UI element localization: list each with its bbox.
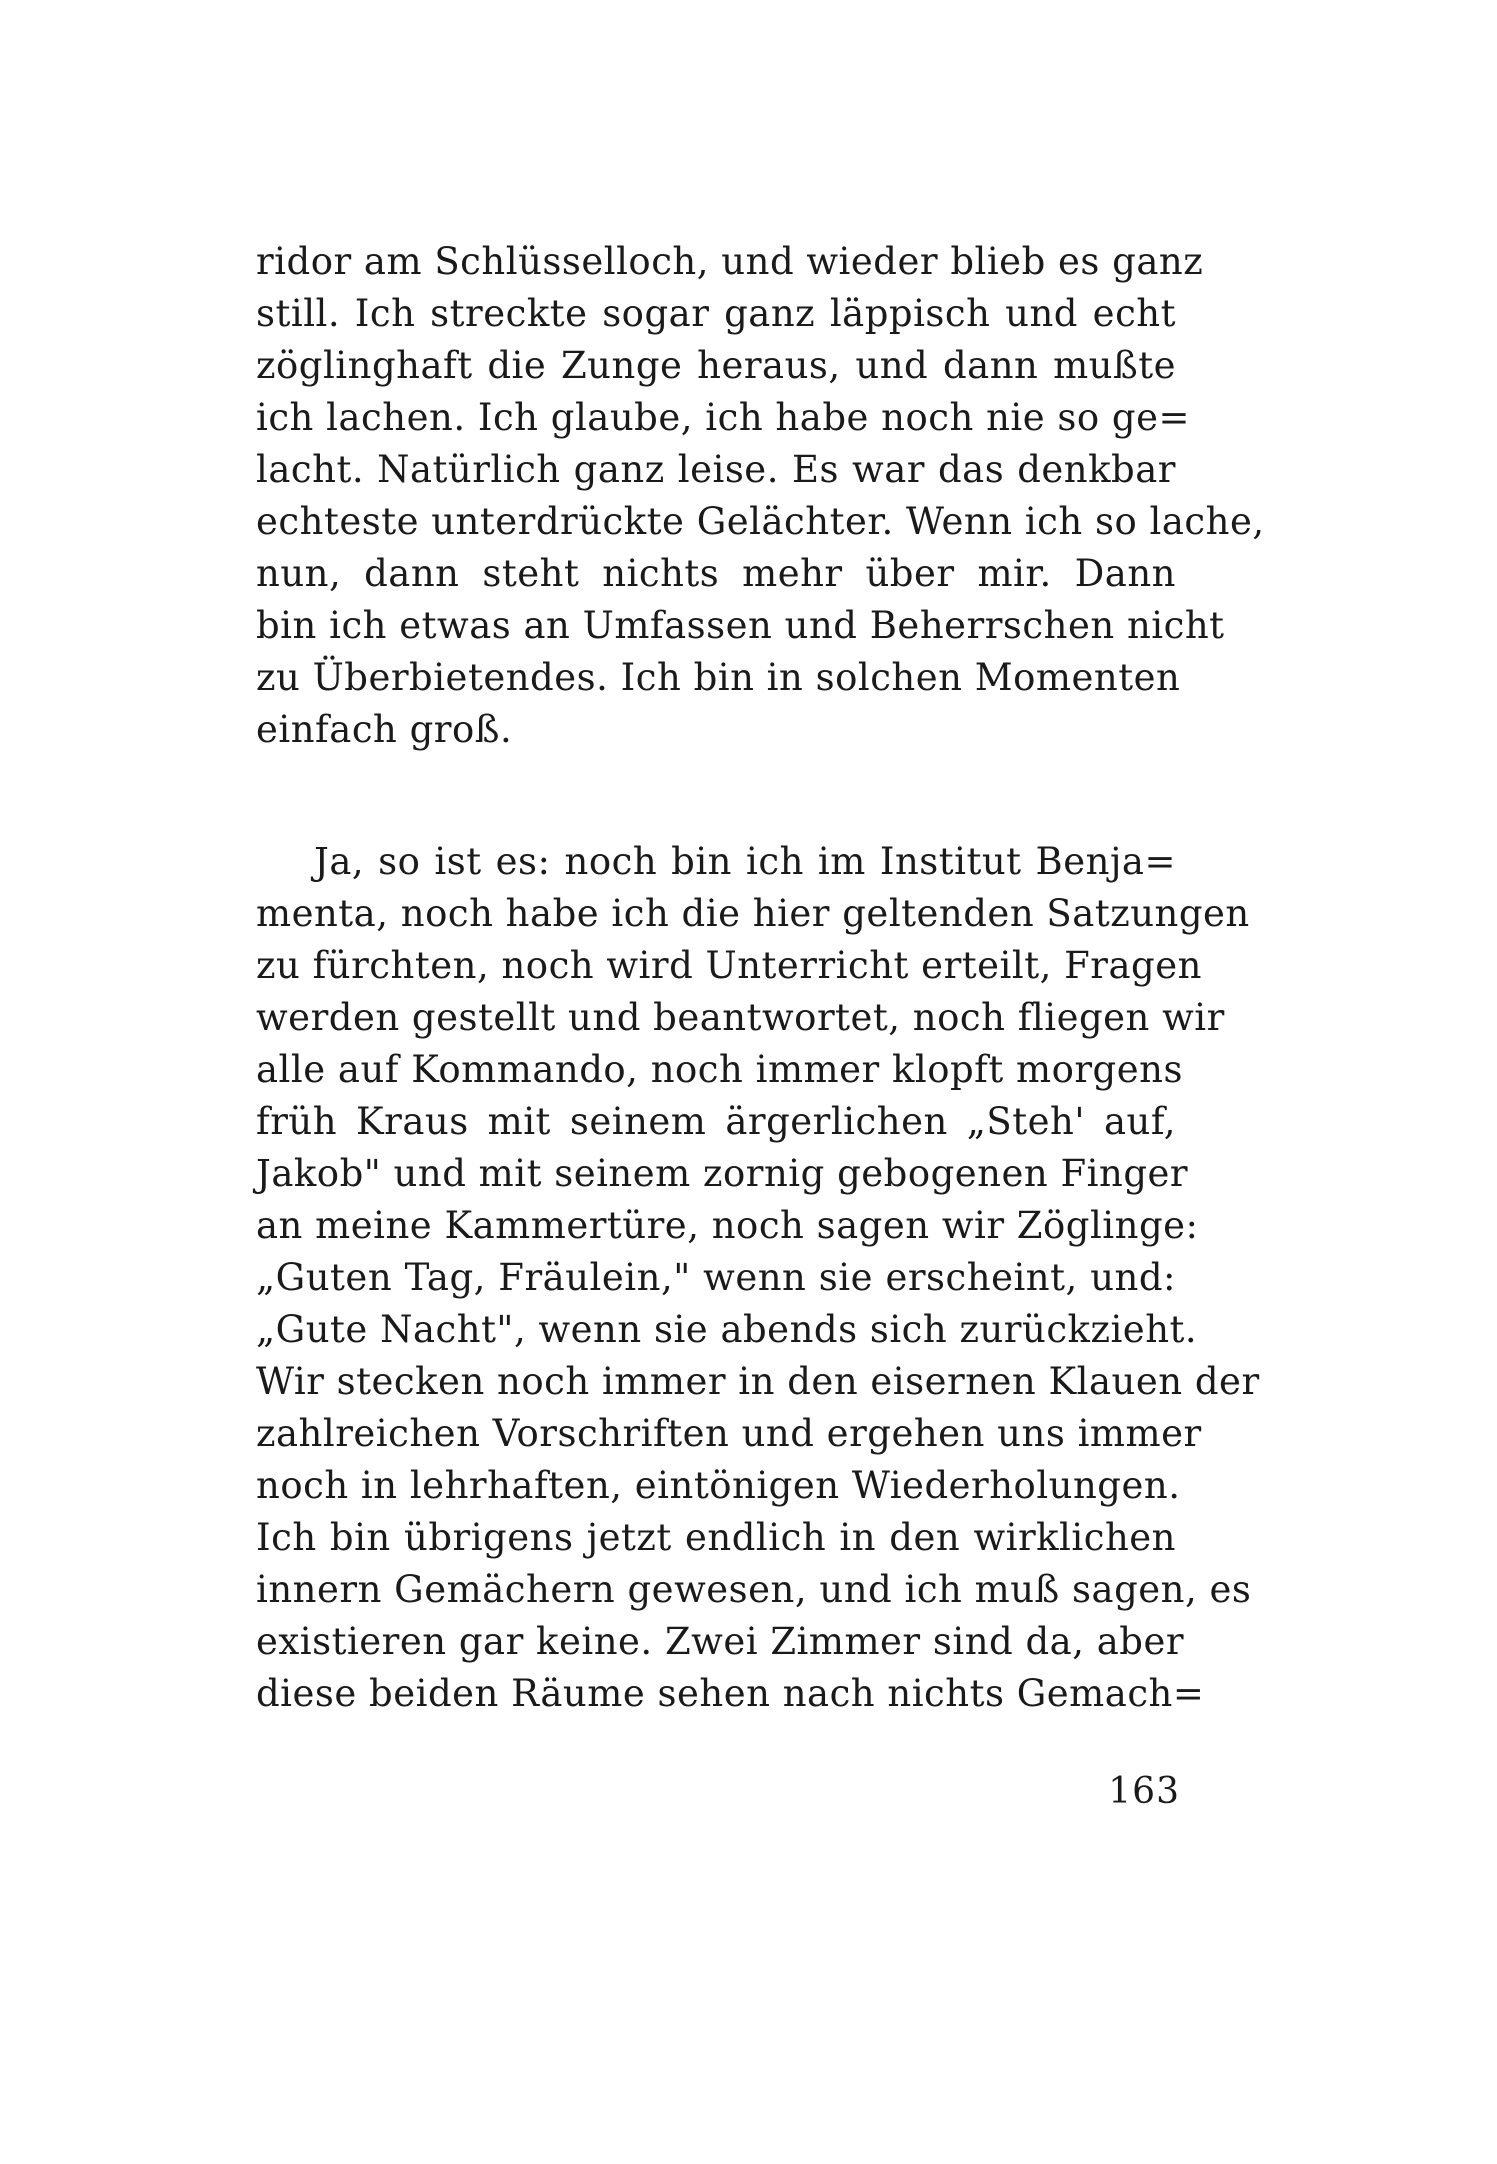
text-line: zu fürchten, noch wird Unterricht erteilt, Fragen <box>256 944 1202 987</box>
page-number: 163 <box>1108 1771 1180 1812</box>
text-line: innern Gemächern gewesen, und ich muß sagen, es <box>256 1568 1252 1611</box>
text-line: Jakob" und mit seinem zornig gebogenen Finger <box>256 1152 1189 1195</box>
text-line: früh Kraus mit seinem ärgerlichen „Steh' auf, <box>256 1100 1176 1143</box>
text-line: Ich bin übrigens jetzt endlich in den wirklichen <box>256 1516 1176 1559</box>
text-line: still. Ich streckte sogar ganz läppisch und echt <box>256 292 1176 335</box>
text-line: zahlreichen Vorschriften und ergehen uns immer <box>256 1412 1202 1455</box>
text-line: lacht. Natürlich ganz leise. Es war das denkbar <box>256 448 1176 491</box>
text-line: „Guten Tag, Fräulein," wenn sie erscheint, und: <box>256 1256 1176 1299</box>
paragraph-2 <box>256 836 1260 1720</box>
text-line: alle auf Kommando, noch immer klopft morgens <box>256 1048 1183 1091</box>
text-line: Ja, so ist es: noch bin ich im Institut Benja= <box>314 840 1176 883</box>
text-line: an meine Kammertüre, noch sagen wir Zöglinge: <box>256 1204 1199 1247</box>
text-line: menta, noch habe ich die hier geltenden Satzungen <box>256 892 1250 935</box>
text-line: nun, dann steht nichts mehr über mir. Dann <box>256 552 1176 595</box>
text-line: bin ich etwas an Umfassen und Beherrschen nicht <box>256 604 1225 647</box>
text-line: noch in lehrhaften, eintönigen Wiederholungen. <box>256 1464 1181 1507</box>
paragraph-1 <box>256 236 1265 756</box>
text-line: „Gute Nacht", wenn sie abends sich zurückzieht. <box>256 1308 1198 1351</box>
text-line: werden gestellt und beantwortet, noch fliegen wir <box>256 996 1225 1039</box>
text-line: ich lachen. Ich glaube, ich habe noch nie so ge= <box>256 396 1191 439</box>
text-line: diese beiden Räume sehen nach nichts Gemach= <box>256 1672 1205 1715</box>
text-line: Wir stecken noch immer in den eisernen Klauen der <box>256 1360 1260 1403</box>
text-line: echteste unterdrückte Gelächter. Wenn ich so lache, <box>256 500 1265 543</box>
text-line: existieren gar keine. Zwei Zimmer sind da, aber <box>256 1620 1185 1663</box>
text-line: zöglinghaft die Zunge heraus, und dann mußte <box>256 344 1176 387</box>
text-line: ridor am Schlüsselloch, und wieder blieb es ganz <box>256 240 1204 283</box>
text-line: einfach groß. <box>256 708 513 751</box>
text-line: zu Überbietendes. Ich bin in solchen Momenten <box>256 656 1181 699</box>
